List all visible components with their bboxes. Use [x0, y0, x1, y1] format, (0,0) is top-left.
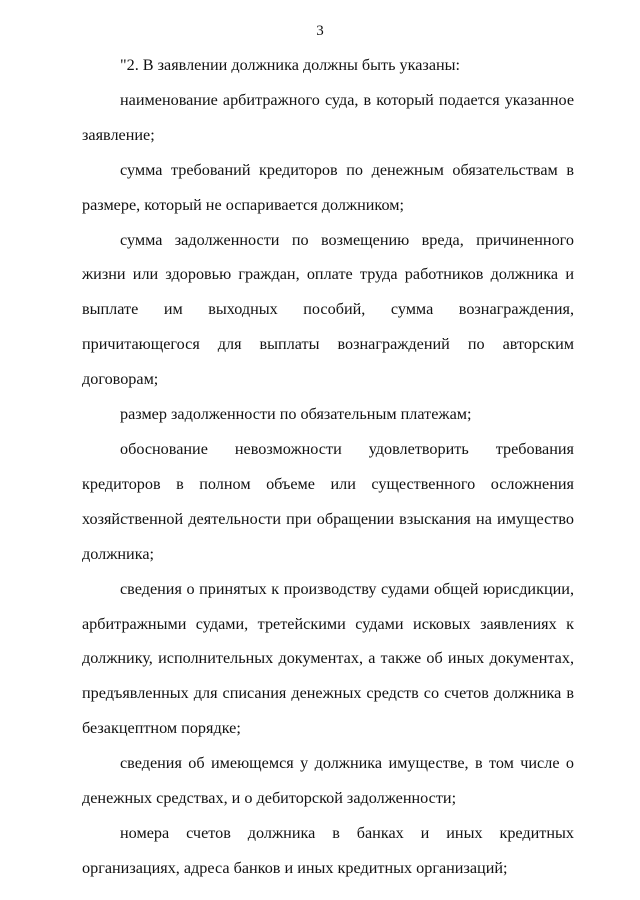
paragraph: номера счетов должника в банках и иных кредитных организациях, адреса банков и иных кредитных организаций;	[82, 823, 574, 877]
paragraph: обоснование невозможности удовлетворить требования кредиторов в полном объеме или существенного осложнения хозяйственной деятельности при обращении взыскания на имущество должника;	[82, 439, 574, 563]
paragraph: сумма задолженности по возмещению вреда, причиненного жизни или здоровью граждан, оплате труда работников должника и выплате им выходных пособий, сумма вознаграждения, причитающегося для выплаты вознаграждений по авторским договорам;	[82, 230, 574, 389]
paragraph: размер задолженности по обязательным платежам;	[120, 405, 472, 424]
paragraph: наименование арбитражного суда, в который подается указанное заявление;	[82, 90, 574, 144]
paragraph: сведения об имеющемся у должника имуществе, в том числе о денежных средствах, и о дебиторской задолженности;	[82, 754, 574, 808]
page-number: 3	[316, 23, 324, 39]
document-body	[82, 48, 574, 886]
paragraph: сведения о принятых к производству судами общей юрисдикции, арбитражными судами, третейскими судами исковых заявлениях к должнику, исполнительных документах, а также об иных документах, предъявленных для списания денежных средств со счетов должника в безакцептном порядке;	[82, 579, 574, 738]
paragraph-heading: "2. В заявлении должника должны быть указаны:	[120, 56, 461, 74]
paragraph: сумма требований кредиторов по денежным обязательствам в размере, который не оспаривается должником;	[82, 160, 574, 214]
